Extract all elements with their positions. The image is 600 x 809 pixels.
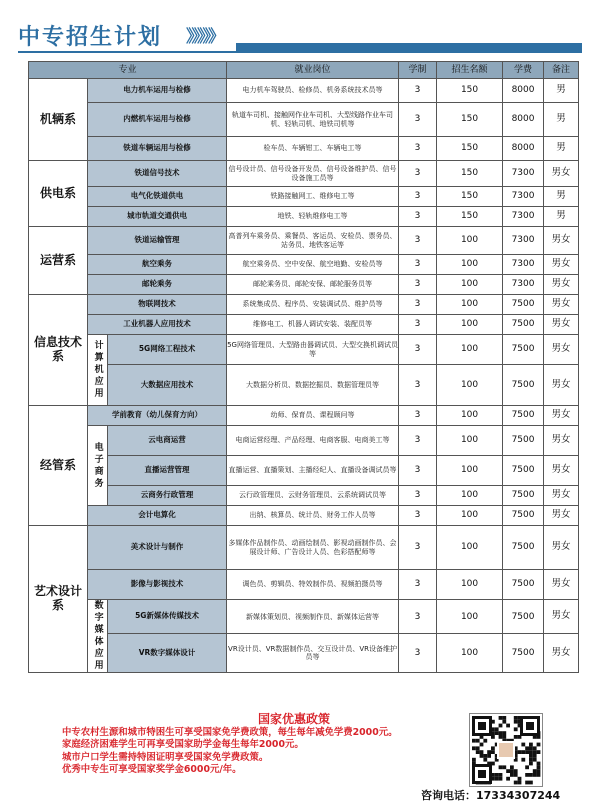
study-years: 3 (399, 315, 437, 335)
page-title: 中专招生计划 (18, 25, 163, 50)
policy-line: 家庭经济困难学生可再享受国家助学金每生每年2000元。 (62, 739, 304, 751)
table-row (29, 426, 579, 456)
department-name: 供电系 (29, 161, 88, 227)
gender-note: 男女 (544, 570, 579, 600)
tuition-fee: 7300 (503, 161, 544, 187)
tuition-fee: 7500 (503, 600, 544, 634)
job-positions: 地铁、轻轨维修电工等 (227, 207, 399, 227)
major-name: 电力机车运用与检修 (88, 79, 227, 103)
job-positions: 轨道车司机、接触网作业车司机、大型线路作业车司机、轻轨司机、地铁司机等 (227, 103, 399, 137)
policy-title: 国家优惠政策 (258, 712, 331, 726)
job-positions: 信号设计员、信号设备开发员、信号设备维护员、信号设备施工员等 (227, 161, 399, 187)
job-positions: 多媒体作品制作员、动画绘制员、影视动画制作员、会展设计师、广告设计人员、色彩搭配师等 (227, 526, 399, 570)
department-name: 机辆系 (29, 79, 88, 161)
gender-note: 男女 (544, 227, 579, 255)
major-name: 5G网络工程技术 (108, 335, 227, 365)
department-name: 艺术设计系 (29, 526, 88, 673)
major-name: 物联网技术 (88, 295, 227, 315)
enrollment-table (28, 61, 579, 673)
job-positions: 大数据分析员、数据挖掘员、数据管理员等 (227, 365, 399, 406)
job-positions: 新媒体策划员、视频制作员、新媒体运营等 (227, 600, 399, 634)
job-positions: 系统集成员、程序员、安装调试员、维护员等 (227, 295, 399, 315)
gender-note: 男女 (544, 486, 579, 506)
title-accent-bar (236, 43, 582, 51)
study-years: 3 (399, 79, 437, 103)
major-name: 城市轨道交通供电 (88, 207, 227, 227)
enrollment-quota: 100 (437, 275, 503, 295)
gender-note: 男女 (544, 255, 579, 275)
gender-note: 男 (544, 103, 579, 137)
tuition-fee: 7500 (503, 315, 544, 335)
title-arrows: 》》》》》 (186, 27, 222, 47)
tuition-fee: 7500 (503, 406, 544, 426)
study-years: 3 (399, 365, 437, 406)
major-name: 大数据应用技术 (108, 365, 227, 406)
tuition-fee: 7300 (503, 207, 544, 227)
major-name: 铁道信号技术 (88, 161, 227, 187)
study-years: 3 (399, 103, 437, 137)
enrollment-quota: 150 (437, 79, 503, 103)
gender-note: 男女 (544, 526, 579, 570)
table-row (29, 406, 579, 426)
major-name: 铁道运输管理 (88, 227, 227, 255)
study-years: 3 (399, 506, 437, 526)
department-name: 经管系 (29, 406, 88, 526)
table-row (29, 526, 579, 570)
major-name: 学前教育（幼儿保育方向） (88, 406, 227, 426)
tuition-fee: 7300 (503, 275, 544, 295)
major-name: 云电商运营 (108, 426, 227, 456)
table-row (29, 137, 579, 161)
qr-code (469, 713, 543, 787)
tuition-fee: 7300 (503, 227, 544, 255)
enrollment-quota: 100 (437, 365, 503, 406)
major-name: 内燃机车运用与检修 (88, 103, 227, 137)
policy-text (62, 727, 397, 776)
tuition-fee: 8000 (503, 137, 544, 161)
enrollment-quota: 150 (437, 103, 503, 137)
policy-line: 优秀中专生可享受国家奖学金6000元/年。 (62, 763, 242, 775)
tuition-fee: 7300 (503, 255, 544, 275)
enrollment-quota: 150 (437, 207, 503, 227)
enrollment-quota: 100 (437, 295, 503, 315)
gender-note: 男女 (544, 335, 579, 365)
table-row (29, 295, 579, 315)
enrollment-quota: 100 (437, 634, 503, 673)
major-name: 电气化铁道供电 (88, 187, 227, 207)
table-row (29, 315, 579, 335)
tuition-fee: 7500 (503, 365, 544, 406)
gender-note: 男女 (544, 426, 579, 456)
table-row (29, 365, 579, 406)
gender-note: 男女 (544, 634, 579, 673)
header-fee: 学费 (503, 62, 544, 79)
gender-note: 男女 (544, 600, 579, 634)
department-name: 信息技术系 (29, 295, 88, 406)
gender-note: 男女 (544, 315, 579, 335)
tuition-fee: 7500 (503, 426, 544, 456)
gender-note: 男女 (544, 295, 579, 315)
tuition-fee: 7500 (503, 570, 544, 600)
table-row (29, 456, 579, 486)
major-name: 铁道车辆运用与检修 (88, 137, 227, 161)
header-major: 专业 (29, 62, 227, 79)
table-row (29, 207, 579, 227)
job-positions: 5G网络管理员、大型路由器调试员、大型交换机调试员等 (227, 335, 399, 365)
gender-note: 男女 (544, 275, 579, 295)
enrollment-quota: 100 (437, 406, 503, 426)
table-row (29, 187, 579, 207)
gender-note: 男 (544, 187, 579, 207)
job-positions: 高普列车乘务员、乘餐员、客运员、安检员、票务员、站务员、地铁客运等 (227, 227, 399, 255)
enrollment-quota: 100 (437, 456, 503, 486)
study-years: 3 (399, 335, 437, 365)
study-years: 3 (399, 456, 437, 486)
major-name: 工业机器人应用技术 (88, 315, 227, 335)
study-years: 3 (399, 486, 437, 506)
header-years: 学制 (399, 62, 437, 79)
table-row (29, 161, 579, 187)
enrollment-quota: 150 (437, 161, 503, 187)
enrollment-quota: 100 (437, 600, 503, 634)
title-underline (18, 51, 582, 53)
gender-note: 男女 (544, 506, 579, 526)
gender-note: 男女 (544, 406, 579, 426)
job-positions: VR设计员、VR数据制作员、交互设计员、VR设备维护员等 (227, 634, 399, 673)
study-years: 3 (399, 570, 437, 600)
gender-note: 男 (544, 79, 579, 103)
study-years: 3 (399, 426, 437, 456)
job-positions: 出纳、核算员、统计员、财务工作人员等 (227, 506, 399, 526)
major-name: VR数字媒体设计 (108, 634, 227, 673)
enrollment-quota: 100 (437, 255, 503, 275)
study-years: 3 (399, 600, 437, 634)
tuition-fee: 7500 (503, 506, 544, 526)
table-row (29, 506, 579, 526)
header-note: 备注 (544, 62, 579, 79)
enrollment-quota: 100 (437, 486, 503, 506)
study-years: 3 (399, 275, 437, 295)
enrollment-quota: 100 (437, 506, 503, 526)
gender-note: 男女 (544, 161, 579, 187)
major-name: 云商务行政管理 (108, 486, 227, 506)
table-row (29, 255, 579, 275)
study-years: 3 (399, 207, 437, 227)
enrollment-quota: 150 (437, 137, 503, 161)
table-row (29, 634, 579, 673)
enrollment-quota: 100 (437, 570, 503, 600)
gender-note: 男 (544, 137, 579, 161)
job-positions: 电商运营经理、产品经理、电商客服、电商美工等 (227, 426, 399, 456)
job-positions: 维修电工、机器人调试安装、装配员等 (227, 315, 399, 335)
table-row (29, 79, 579, 103)
job-positions: 幼师、保育员、课程顾问等 (227, 406, 399, 426)
major-name: 航空乘务 (88, 255, 227, 275)
job-positions: 邮轮乘务员、邮轮安保、邮轮服务员等 (227, 275, 399, 295)
qr-code-image (470, 714, 542, 786)
job-positions: 航空乘务员、空中安保、航空地勤、安检员等 (227, 255, 399, 275)
major-name: 直播运营管理 (108, 456, 227, 486)
study-years: 3 (399, 137, 437, 161)
study-years: 3 (399, 187, 437, 207)
job-positions: 电力机车驾驶员、检修员、机务系统技术员等 (227, 79, 399, 103)
sub-department-name: 计算机应用 (88, 335, 108, 406)
study-years: 3 (399, 634, 437, 673)
major-name: 会计电算化 (88, 506, 227, 526)
gender-note: 男女 (544, 456, 579, 486)
contact-phone: 咨询电话：17334307244 (421, 789, 561, 802)
study-years: 3 (399, 295, 437, 315)
table-row (29, 486, 579, 506)
table-header-row (29, 62, 579, 79)
job-positions: 调色员、剪辑员、特效制作员、视频拍摄员等 (227, 570, 399, 600)
table-row (29, 275, 579, 295)
enrollment-quota: 100 (437, 335, 503, 365)
enrollment-quota: 100 (437, 227, 503, 255)
policy-line: 城市户口学生需持特困证明享受国家免学费政策。 (62, 751, 269, 763)
department-name: 运营系 (29, 227, 88, 295)
enrollment-quota: 100 (437, 426, 503, 456)
table-row (29, 600, 579, 634)
enrollment-quota: 150 (437, 187, 503, 207)
table-row (29, 227, 579, 255)
job-positions: 检车员、车辆钳工、车辆电工等 (227, 137, 399, 161)
tuition-fee: 7500 (503, 526, 544, 570)
tuition-fee: 7500 (503, 335, 544, 365)
policy-line: 中专农村生源和城市特困生可享受国家免学费政策，每生每年减免学费2000元。 (62, 727, 398, 738)
study-years: 3 (399, 227, 437, 255)
study-years: 3 (399, 255, 437, 275)
tuition-fee: 7500 (503, 634, 544, 673)
job-positions: 铁路接触网工、维修电工等 (227, 187, 399, 207)
gender-note: 男女 (544, 365, 579, 406)
job-positions: 直播运营、直播策划、主播经纪人、直播设备调试员等 (227, 456, 399, 486)
study-years: 3 (399, 406, 437, 426)
study-years: 3 (399, 526, 437, 570)
enrollment-quota: 100 (437, 526, 503, 570)
enrollment-quota: 100 (437, 315, 503, 335)
tuition-fee: 7300 (503, 187, 544, 207)
major-name: 影像与影视技术 (88, 570, 227, 600)
major-name: 邮轮乘务 (88, 275, 227, 295)
tuition-fee: 7500 (503, 486, 544, 506)
gender-note: 男 (544, 207, 579, 227)
job-positions: 云行政管理员、云财务管理员、云系统调试员等 (227, 486, 399, 506)
tuition-fee: 7500 (503, 295, 544, 315)
tuition-fee: 8000 (503, 103, 544, 137)
header-job: 就业岗位 (227, 62, 399, 79)
table-row (29, 103, 579, 137)
study-years: 3 (399, 161, 437, 187)
sub-department-name: 数字媒体应用 (88, 600, 108, 673)
table-row (29, 335, 579, 365)
major-name: 5G新媒体传媒技术 (108, 600, 227, 634)
sub-department-name: 电子商务 (88, 426, 108, 506)
table-row (29, 570, 579, 600)
major-name: 美术设计与制作 (88, 526, 227, 570)
header-quota: 招生名额 (437, 62, 503, 79)
tuition-fee: 7500 (503, 456, 544, 486)
tuition-fee: 8000 (503, 79, 544, 103)
